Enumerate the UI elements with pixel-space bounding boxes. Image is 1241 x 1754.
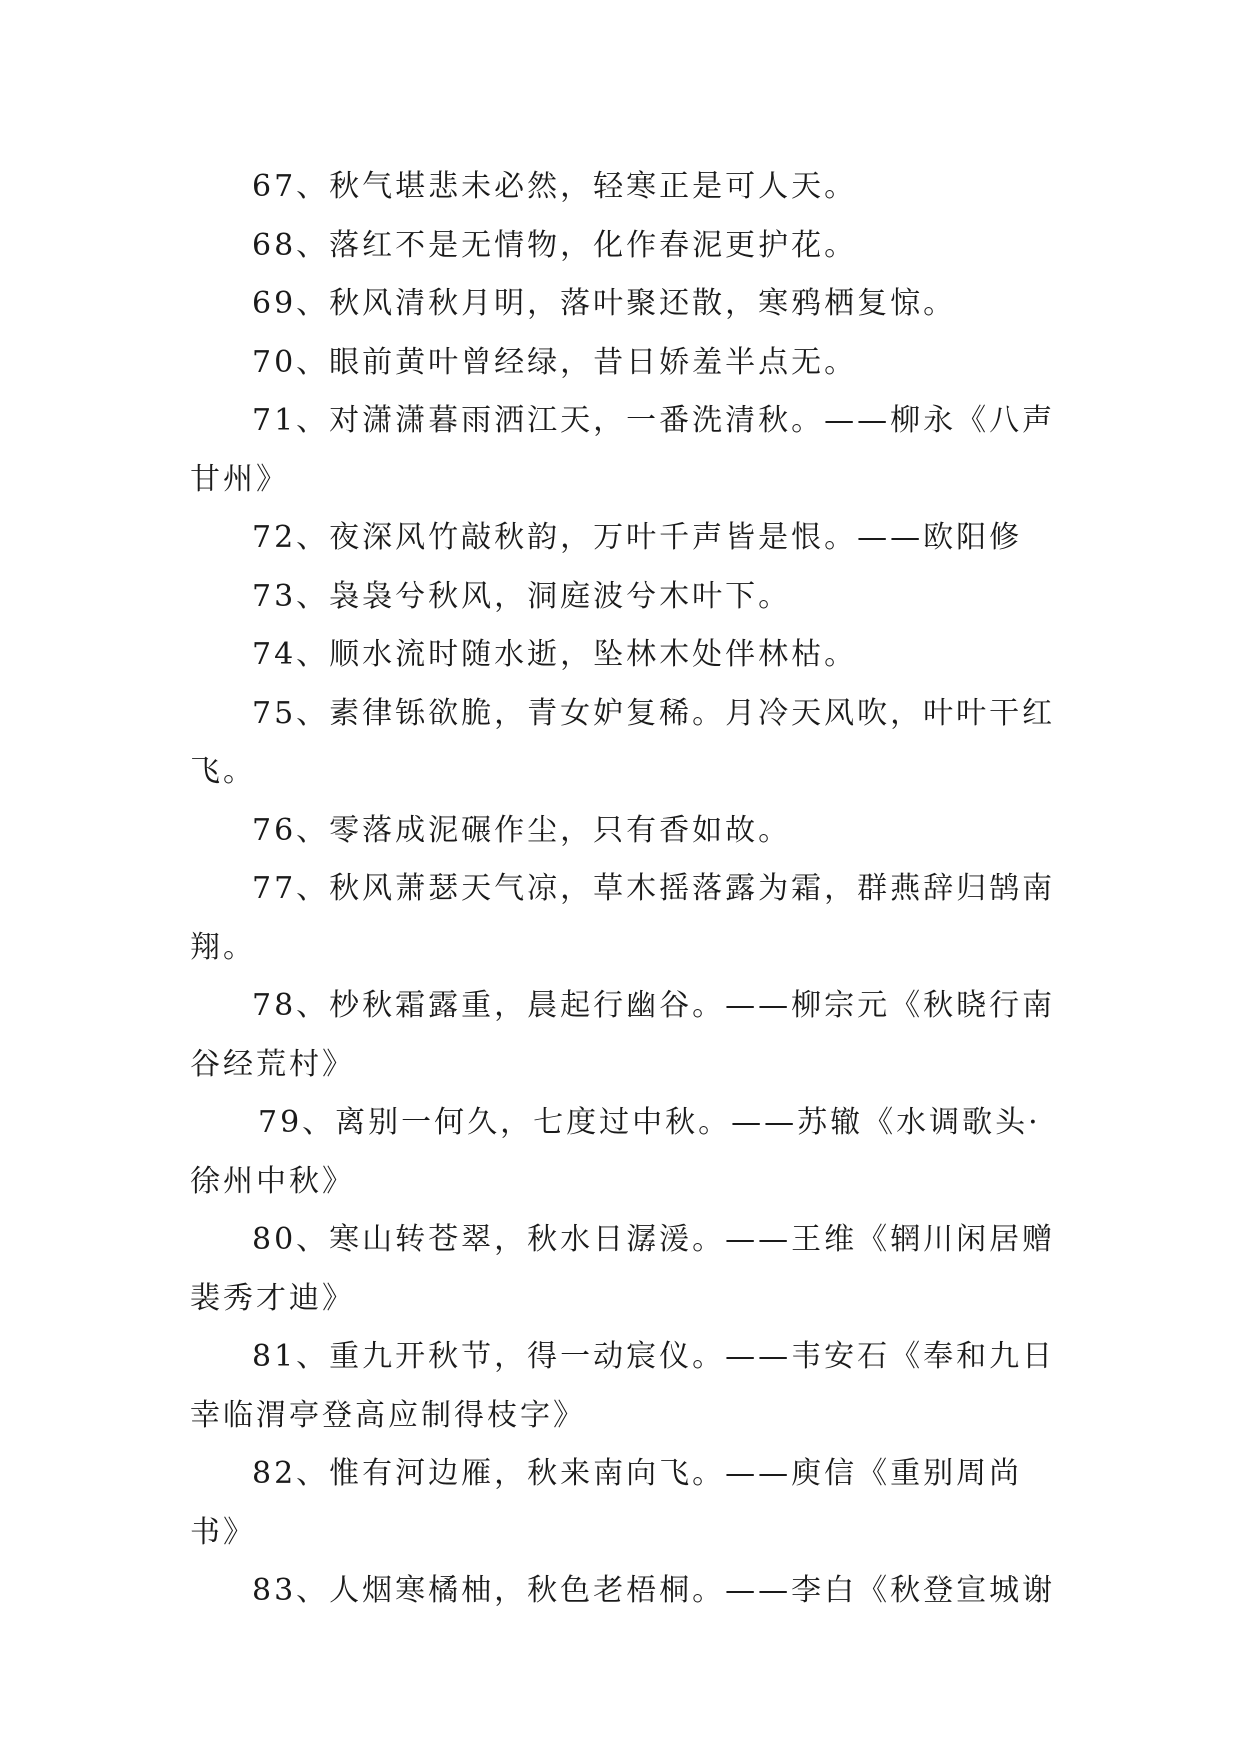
paragraph-78: 78、杪秋霜露重，晨起行幽谷。——柳宗元《秋晓行南谷经荒村》 <box>190 988 1056 1082</box>
paragraph-72: 72、夜深风竹敲秋韵，万叶千声皆是恨。——欧阳修 <box>252 520 1023 555</box>
paragraph-67: 67、秋气堪悲未必然，轻寒正是可人天。 <box>252 169 858 204</box>
paragraph-68: 68、落红不是无情物，化作春泥更护花。 <box>252 227 858 263</box>
paragraph-70: 70、眼前黄叶曾经绿，昔日娇羞半点无。 <box>252 344 858 380</box>
paragraph-71: 71、对潇潇暮雨洒江天，一番洗清秋。——柳永《八声甘州》 <box>190 403 1056 497</box>
paragraph-81: 81、重九开秋节，得一动宸仪。——韦安石《奉和九日幸临渭亭登高应制得枝字》 <box>190 1339 1056 1433</box>
paragraph-79: 79、离别一何久，七度过中秋。——苏辙《水调歌头·徐州中秋》 <box>190 1105 1041 1199</box>
paragraph-69: 69、秋风清秋月明，落叶聚还散，寒鸦栖复惊。 <box>252 286 957 321</box>
paragraph-83: 83、人烟寒橘柚，秋色老梧桐。——李白《秋登宣城谢 <box>252 1573 1056 1608</box>
paragraph-73: 73、袅袅兮秋风，洞庭波兮木叶下。 <box>252 578 792 614</box>
paragraph-74: 74、顺水流时随水逝，坠林木处伴林枯。 <box>252 637 858 672</box>
paragraph-77: 77、秋风萧瑟天气凉，草木摇落露为霜，群燕辞归鹄南翔。 <box>190 871 1056 965</box>
paragraph-80: 80、寒山转苍翠，秋水日潺湲。——王维《辋川闲居赠裴秀才迪》 <box>190 1222 1056 1316</box>
document-body <box>190 158 1056 1621</box>
paragraph-75: 75、素律铄欲脆，青女妒复稀。月冷天风吹，叶叶干红飞。 <box>190 695 1056 789</box>
paragraph-76: 76、零落成泥碾作尘，只有香如故。 <box>252 812 792 848</box>
paragraph-82: 82、惟有河边雁，秋来南向飞。——庾信《重别周尚书》 <box>190 1456 1023 1550</box>
